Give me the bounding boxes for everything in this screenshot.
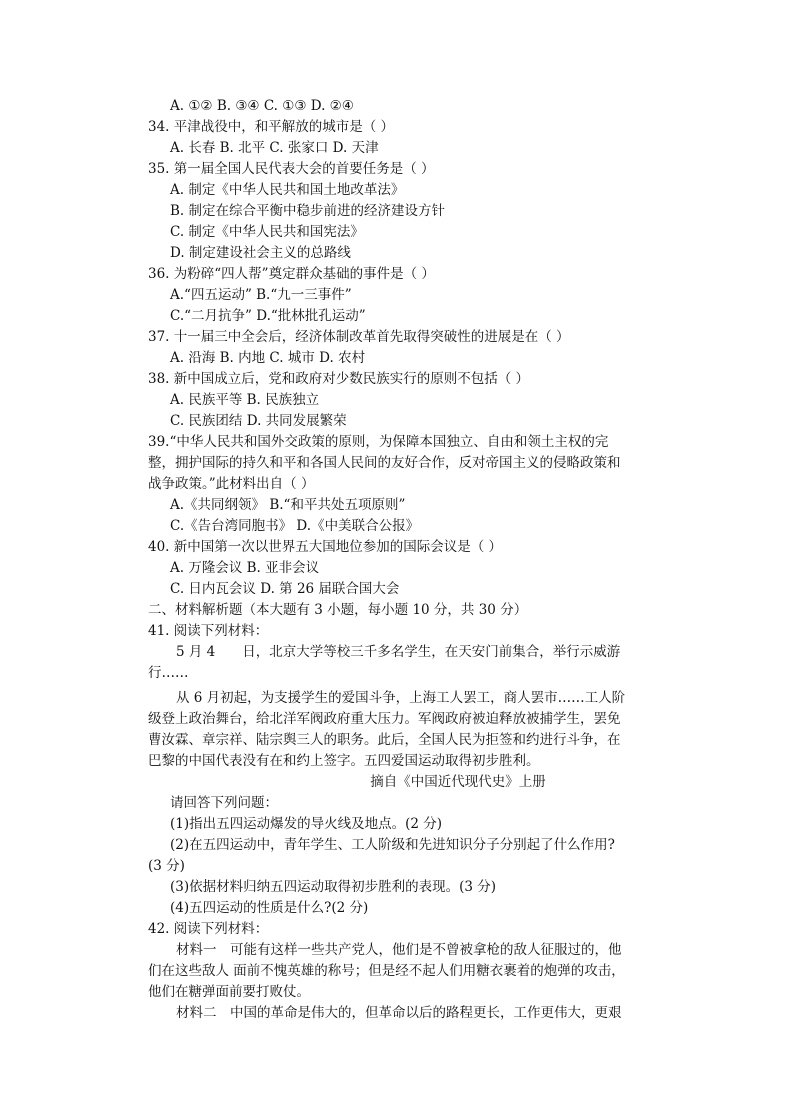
q42-material1-line3: 他们在糖弹面前要打败仗。 [148, 984, 310, 1000]
q35-option-c: C. 制定《中华人民共和国宪法》 [170, 224, 364, 240]
q41-material-line3: 从 6 月初起，为支援学生的爱国斗争，上海工人罢工，商人罢市……工人阶 [176, 690, 626, 706]
q33-options: A. ①② B. ③④ C. ①③ D. ②④ [170, 98, 354, 114]
section-two-heading: 二、材料解析题（本大题有 3 小题，每小题 10 分，共 30 分） [148, 602, 528, 618]
q38-options-ab: A. 民族平等 B. 民族独立 [170, 392, 320, 408]
q41-material-line4: 级登上政治舞台，给北洋军阀政府重大压力。军阀政府被迫释放被捕学生，罢免 [148, 711, 621, 727]
q42-material2-line1: 材料二 中国的革命是伟大的，但革命以后的路程更长，工作更伟大，更艰 [176, 1005, 622, 1021]
q39-stem-line2: 整，拥护国际的持久和平和各国人民间的友好合作，反对帝国主义的侵略政策和 [148, 455, 621, 471]
q41-material-line6: 巴黎的中国代表没有在和约上签字。五四爱国运动取得初步胜利。 [148, 753, 540, 769]
q40-options-ab: A. 万隆会议 B. 亚非会议 [170, 560, 320, 576]
q41-question-3: (3)依据材料归纳五四运动取得初步胜利的表现。(3 分) [170, 879, 497, 895]
q41-question-2-score: (3 分) [148, 858, 185, 874]
q42-stem: 42. 阅读下列材料： [148, 921, 269, 937]
q35-option-b: B. 制定在综合平衡中稳步前进的经济建设方针 [170, 203, 446, 219]
q37-stem: 37. 十一届三中全会后，经济体制改革首先取得突破性的进展是在（ ） [148, 329, 570, 345]
q36-options-cd: C.“二月抗争” D.“批林批孔运动” [170, 308, 366, 324]
q40-stem: 40. 新中国第一次以世界五大国地位参加的国际会议是（ ） [148, 539, 503, 555]
q41-stem: 41. 阅读下列材料： [148, 623, 269, 639]
q35-option-d: D. 制定建设社会主义的总路线 [170, 245, 351, 261]
q34-options: A. 长春 B. 北平 C. 张家口 D. 天津 [170, 140, 379, 156]
q41-material-line2: 行…… [148, 665, 189, 681]
q41-question-1: (1)指出五四运动爆发的导火线及地点。(2 分) [170, 816, 443, 832]
q38-options-cd: C. 民族团结 D. 共同发展繁荣 [170, 413, 347, 429]
q41-source [148, 772, 648, 793]
q41-question-2: (2)在五四运动中，青年学生、工人阶级和先进知识分子分别起了什么作用? [170, 837, 615, 853]
q35-option-a: A. 制定《中华人民共和国土地改革法》 [170, 182, 405, 198]
q39-stem-line1: 39.“中华人民共和国外交政策的原则，为保障本国独立、自由和领土主权的完 [148, 434, 609, 450]
q42-material1-line2: 们在这些敌人 面前不愧英雄的称号；但是经不起人们用糖衣裹着的炮弹的攻击， [148, 963, 625, 979]
q38-stem: 38. 新中国成立后，党和政府对少数民族实行的原则不包括（ ） [148, 371, 530, 387]
q41-material-line5: 曹汝霖、章宗祥、陆宗舆三人的职务。此后，全国人民为拒签和约进行斗争，在 [148, 732, 621, 748]
q41-prompt: 请回答下列问题： [170, 795, 278, 811]
q40-options-cd: C. 日内瓦会议 D. 第 26 届联合国大会 [170, 581, 400, 597]
q39-options-cd: C.《告台湾同胞书》 D.《中美联合公报》 [170, 518, 420, 534]
q39-stem-line3: 战争政策。”此材料出自（ ） [148, 476, 315, 492]
q41-question-4: (4)五四运动的性质是什么?(2 分) [170, 900, 369, 916]
q34-stem: 34. 平津战役中，和平解放的城市是（ ） [148, 119, 395, 135]
q35-stem: 35. 第一届全国人民代表大会的首要任务是（ ） [148, 161, 435, 177]
q41-source-text: 摘自《中国近代现代史》上册 [370, 774, 546, 790]
q41-material-line1: 5 月 4 日，北京大学等校三千多名学生，在天安门前集合，举行示威游 [176, 644, 621, 660]
q37-options: A. 沿海 B. 内地 C. 城市 D. 农村 [170, 350, 366, 366]
q36-stem: 36. 为粉碎“四人帮”奠定群众基础的事件是（ ） [148, 266, 435, 282]
q42-material1-line1: 材料一 可能有这样一些共产党人，他们是不曾被拿枪的敌人征服过的，他 [176, 942, 622, 958]
q36-options-ab: A.“四五运动” B.“九一三事件” [170, 287, 352, 303]
q39-options-ab: A.《共同纲领》 B.“和平共处五项原则” [170, 497, 406, 513]
